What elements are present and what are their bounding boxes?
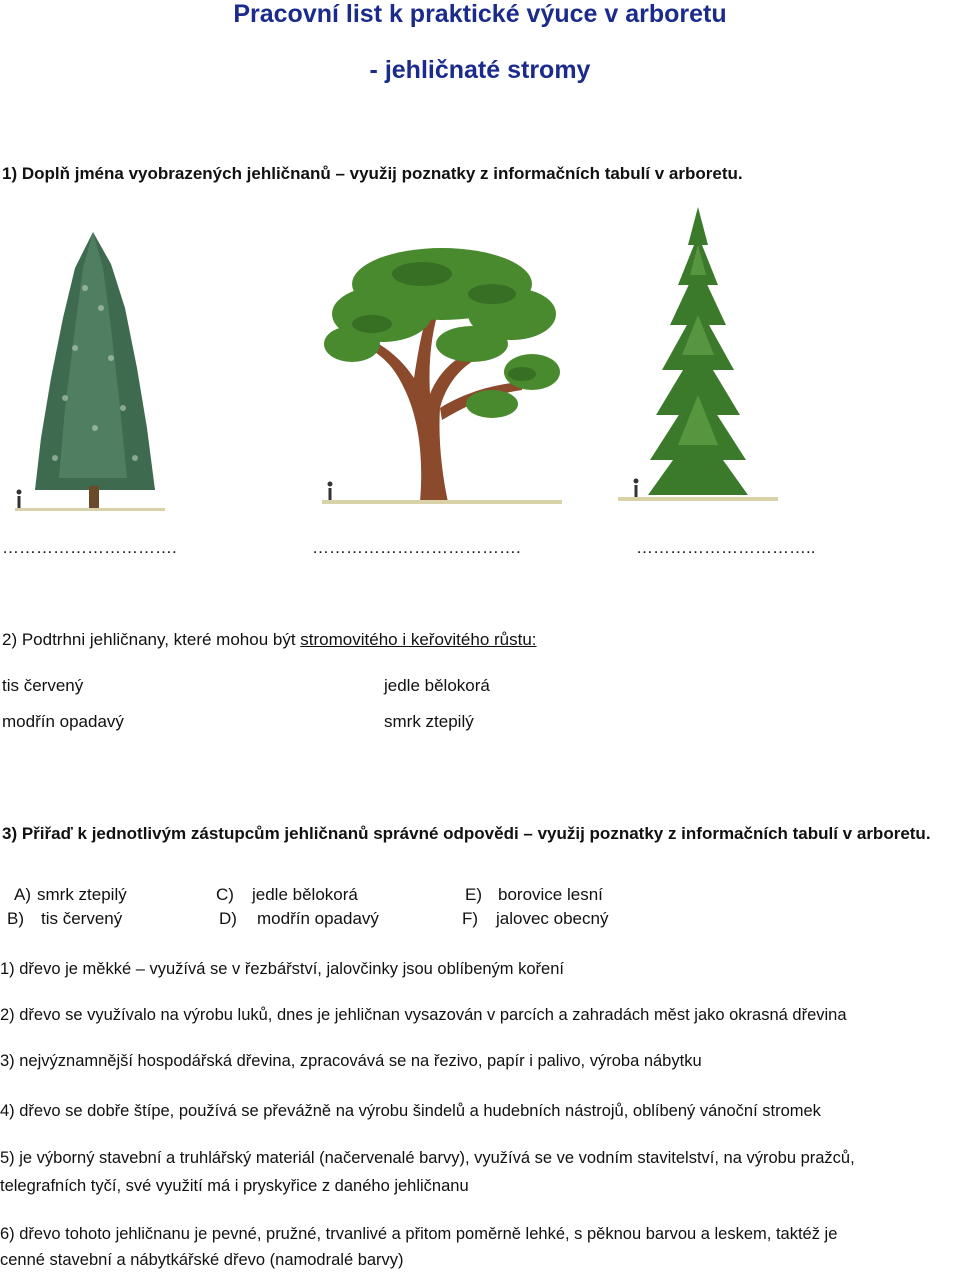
q2-item-tis[interactable]: tis červený bbox=[2, 676, 84, 695]
question-2 bbox=[2, 630, 537, 650]
answer-blank-1[interactable]: …………………………. bbox=[2, 538, 177, 557]
option-f-letter: F) bbox=[462, 909, 479, 928]
option-d-label: modřín opadavý bbox=[257, 909, 379, 928]
statement-3: 3) nejvýznamnější hospodářská dřevina, zpracovává se na řezivo, papír i palivo, výroba nábytku bbox=[0, 1052, 702, 1070]
tree-image-spruce bbox=[618, 205, 778, 505]
question-2-underlined: stromovitého i keřovitého růstu: bbox=[300, 630, 537, 649]
answer-blank-2[interactable]: ………………………………. bbox=[312, 538, 521, 557]
tree-image-pine bbox=[322, 244, 562, 506]
option-d-letter: D) bbox=[219, 909, 237, 928]
option-c-label: jedle bělokorá bbox=[252, 885, 358, 904]
question-2-text: 2) Podtrhni jehličnany, které mohou být bbox=[2, 630, 301, 649]
option-f-label: jalovec obecný bbox=[496, 909, 609, 928]
q2-item-jedle[interactable]: jedle bělokorá bbox=[384, 676, 490, 695]
option-e-label: borovice lesní bbox=[498, 885, 603, 904]
page-subtitle: - jehličnaté stromy bbox=[369, 56, 591, 84]
statement-4: 4) dřevo se dobře štípe, používá se převážně na výrobu šindelů a hudebních nástrojů, oblíbený vánoční stromek bbox=[0, 1102, 821, 1120]
question-1: 1) Doplň jména vyobrazených jehličnanů – využij poznatky z informačních tabulí v arboretu. bbox=[2, 164, 743, 183]
statement-5: 5) je výborný stavební a truhlářský materiál (načervenalé barvy), využívá se ve vodním stavitelství, na výrobu pražců, bbox=[0, 1149, 855, 1167]
question-3: 3) Přiřaď k jednotlivým zástupcům jehličnanů správné odpovědi – využij poznatky z informačních tabulí v arboretu. bbox=[2, 824, 931, 843]
statement-5-cont: telegrafních tyčí, své využití má i pryskyřice z daného jehličnanu bbox=[0, 1177, 469, 1195]
statement-6: 6) dřevo tohoto jehličnanu je pevné, pružné, trvanlivé a přitom poměrně lehké, s pěknou barvou a leskem, taktéž je bbox=[0, 1225, 838, 1243]
option-a-letter: A) bbox=[14, 885, 31, 904]
statement-1: 1) dřevo je měkké – využívá se v řezbářství, jalovčinky jsou oblíbeným koření bbox=[0, 960, 564, 978]
statement-2: 2) dřevo se využívalo na výrobu luků, dnes je jehličnan vysazován v parcích a zahradách měst jako okrasná dřevina bbox=[0, 1006, 847, 1024]
option-b-label: tis červený bbox=[41, 909, 123, 928]
statement-6-cont: cenné stavební a nábytkářské dřevo (namodralé barvy) bbox=[0, 1251, 404, 1269]
q2-item-modrin[interactable]: modřín opadavý bbox=[2, 712, 124, 731]
option-a-label: smrk ztepilý bbox=[37, 885, 127, 904]
page-title: Pracovní list k praktické výuce v arboretu bbox=[233, 0, 727, 28]
tree-image-fir bbox=[15, 228, 165, 513]
answer-blank-3[interactable]: ………………………….. bbox=[636, 538, 816, 557]
option-b-letter: B) bbox=[7, 909, 24, 928]
option-c-letter: C) bbox=[216, 885, 234, 904]
option-e-letter: E) bbox=[465, 885, 482, 904]
q2-item-smrk[interactable]: smrk ztepilý bbox=[384, 712, 474, 731]
